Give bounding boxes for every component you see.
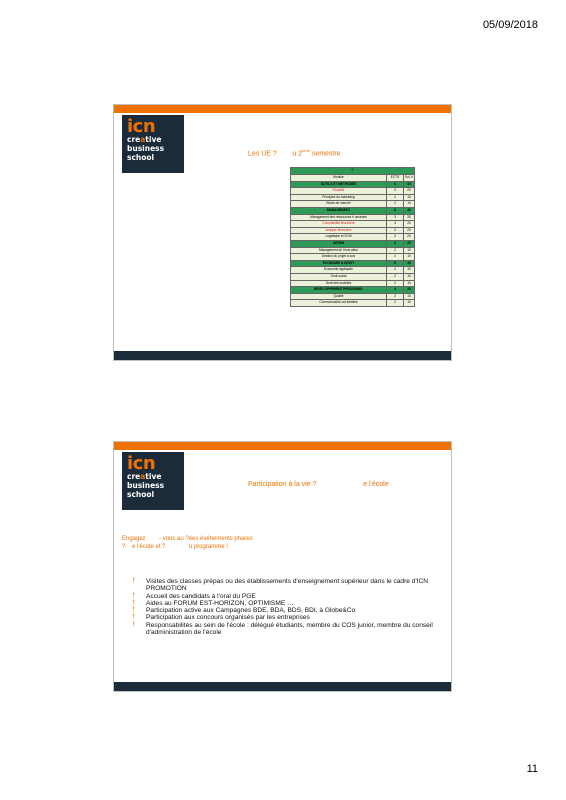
table-cell-ects: 6 (387, 207, 404, 214)
table-cell-ects: 3 (387, 188, 404, 195)
table-cell-ects: 2 (387, 254, 404, 261)
logo-line-creative: creative (127, 472, 162, 481)
table-row (291, 247, 415, 254)
table-row (291, 214, 415, 221)
page-date: 05/09/2018 (482, 19, 538, 31)
table-cell-ects: 4 (387, 240, 404, 247)
table-cell-vol: 10 (404, 273, 415, 280)
table-cell-label: DEVELOPPEMENT PERSONNEL (291, 287, 387, 294)
bullet-icon: † (132, 578, 136, 584)
table-cell-vol: 10 (404, 300, 415, 307)
table-cell-label: Qualité (291, 293, 387, 300)
table-cell-vol: 20 (404, 287, 415, 294)
table-cell-ects: 2 (387, 293, 404, 300)
table-cell-label: Comptabilité financière (291, 221, 387, 228)
table-row (291, 234, 415, 241)
table-cell-vol: 40 (404, 260, 415, 267)
table-row (291, 201, 415, 208)
table-row (291, 227, 415, 234)
table-cell-vol: 10 (404, 293, 415, 300)
table-row (291, 280, 415, 287)
bullet-icon: † (132, 599, 136, 606)
bullet-icon: † (132, 621, 136, 628)
icn-logo (122, 115, 184, 173)
bullet-icon: † (132, 614, 136, 621)
table-section-row (291, 181, 415, 188)
logo-line-creative: creative (127, 135, 162, 144)
table-cell-ects: 4 (387, 287, 404, 294)
slide-bottom-bar (114, 682, 451, 691)
table-row (291, 221, 415, 228)
table-cell-label: Principes du marketing (291, 194, 387, 201)
table-cell-label: Communication ad istrative (291, 300, 387, 307)
table-cell-ects: 2 (387, 300, 404, 307)
table-cell-label: Logistique et SCM (291, 234, 387, 241)
table-cell-label: ARTEM (291, 240, 387, 247)
logo-line-business: business (127, 144, 165, 153)
table-cell-vol: 40 (404, 207, 415, 214)
ue-table (290, 167, 415, 307)
table-cell-vol: 20 (404, 240, 415, 247)
table-cell-ects: 6 (387, 260, 404, 267)
table-cell-ects: 3 (387, 221, 404, 228)
table-row (291, 300, 415, 307)
table-cell-ects: 3 (387, 227, 404, 234)
list-item: † Aides au FORUM EST-HORIZON, OPTIMISME … (132, 599, 294, 607)
page-number: 11 (526, 763, 538, 775)
table-cell-vol: 30 (404, 267, 415, 274)
slide-bottom-bar (114, 351, 451, 360)
table-cell-label: Management de l'inno ation (291, 247, 387, 254)
table-cell-ects: 3 (387, 214, 404, 221)
slide-top-bar (114, 442, 451, 450)
slide-title: Participation à la vie ? e l'école (248, 481, 389, 488)
logo-icn: icn (127, 453, 156, 474)
table-cell-vol: 40 (404, 181, 415, 188)
table-cell-ects: 4 (387, 267, 404, 274)
logo-icn: icn (127, 116, 156, 137)
table-cell-vol: 10 (404, 194, 415, 201)
table-cell-label: Etude de marché (291, 201, 387, 208)
list-item: † Participation aux concours organisés par les entreprises (132, 614, 310, 622)
table-row (291, 188, 415, 195)
bullet-icon: † (132, 592, 136, 599)
table-cell-vol: 10 (404, 254, 415, 261)
table-cell-vol: 10 (404, 201, 415, 208)
table-cell-vol: 20 (404, 221, 415, 228)
table-cell-label: Analyse financière (291, 227, 387, 234)
table-section-row (291, 260, 415, 267)
table-cell-label: Economie appliquée (291, 267, 387, 274)
logo-line-business: business (127, 481, 165, 490)
col-header-vol: Vol. h (404, 175, 415, 182)
table-row (291, 267, 415, 274)
icn-logo (122, 452, 184, 510)
bullet-list (132, 578, 437, 636)
table-cell-vol: 20 (404, 234, 415, 241)
logo-line-school: school (127, 490, 155, 499)
table-section-row (291, 287, 415, 294)
table-cell-label: OUTILS ET METHODES (291, 181, 387, 188)
table-header: S (291, 168, 415, 175)
slide-ue-semestre (113, 104, 452, 361)
table-cell-ects: 6 (387, 181, 404, 188)
list-item: † Responsabilités au sein de l'école : délégué étudiants, membre du COS junior, membre du conseil d'administration de l'école (132, 621, 433, 637)
table-cell-ects: 2 (387, 194, 404, 201)
logo-line-school: school (127, 153, 155, 162)
col-header-ects: ECTS (387, 175, 404, 182)
table-cell-label: Droit des sociétés (291, 280, 387, 287)
table-cell-ects: 2 (387, 201, 404, 208)
slide-title: Les UE ? u 2ème semestre (248, 148, 341, 158)
table-cell-vol: 20 (404, 214, 415, 221)
list-item: † Participation active aux Campagnes BDE, BDA, BDS, BDI, à Globe&Co (132, 607, 356, 615)
table-cell-label: Droit social (291, 273, 387, 280)
table-cell-ects: 2 (387, 273, 404, 280)
list-item: † Accueil des candidats à l'oral du PGE (132, 592, 256, 600)
table-cell-vol: 10 (404, 280, 415, 287)
engage-text: Engagez - vous au ?ées événements phares ? e l'école et ? u programme ! (122, 536, 253, 550)
slide-top-bar (114, 105, 451, 113)
table-row (291, 293, 415, 300)
table-cell-vol: 10 (404, 247, 415, 254)
col-header-module: Module (291, 175, 387, 182)
table-row (291, 194, 415, 201)
table-row (291, 254, 415, 261)
table-section-row (291, 240, 415, 247)
table-cell-label: MANAGEMENT (291, 207, 387, 214)
table-cell-label: Gestion du projet à suiv (291, 254, 387, 261)
table-cell-ects: 2 (387, 280, 404, 287)
table-cell-ects: 2 (387, 247, 404, 254)
table-cell-ects: 3 (387, 234, 404, 241)
slide-vie-ecole (113, 441, 452, 692)
bullet-icon: † (132, 607, 136, 614)
list-item: † Visites des classes prépas ou des établissements d'enseignement supérieur dans le cadre d'ICN PROMOTION (132, 578, 429, 593)
table-section-row (291, 207, 415, 214)
table-cell-label: Fiscalité (291, 188, 387, 195)
table-cell-vol: 20 (404, 188, 415, 195)
table-row (291, 273, 415, 280)
table-cell-label: ECONOMIE & DROIT (291, 260, 387, 267)
table-cell-vol: 20 (404, 227, 415, 234)
table-cell-label: Management des ressources h umaines (291, 214, 387, 221)
